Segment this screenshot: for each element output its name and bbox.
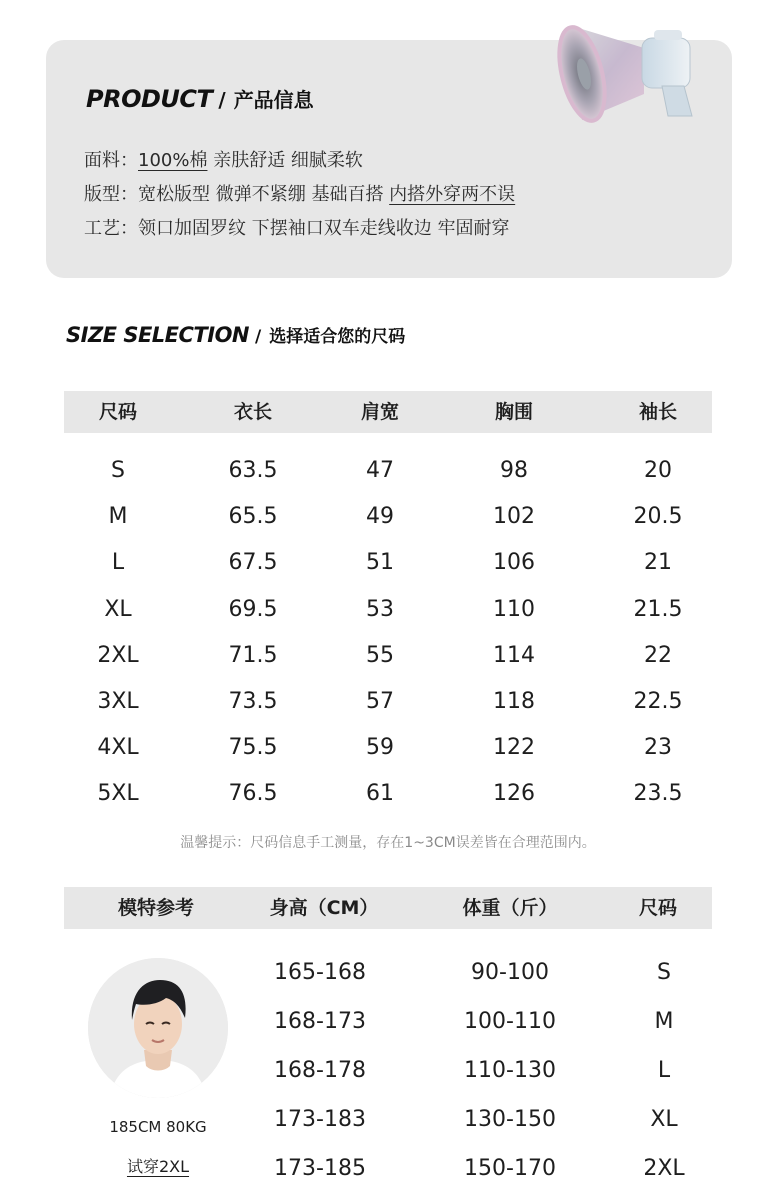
cell-shoulder: 47 bbox=[366, 458, 394, 483]
cell-sleeve: 23.5 bbox=[633, 781, 683, 807]
cell-weight: 90-100 bbox=[471, 960, 549, 985]
cell-chest: 126 bbox=[493, 781, 535, 807]
cell-chest: 102 bbox=[493, 504, 535, 530]
size-title-separator: / bbox=[255, 327, 262, 347]
cell-sleeve: 22 bbox=[644, 642, 672, 668]
cell-size: 2XL bbox=[643, 1156, 685, 1181]
cell-height: 173-185 bbox=[274, 1156, 366, 1181]
spec-text: 亲肤舒适 细腻柔软 bbox=[207, 150, 363, 171]
product-title-separator: / bbox=[218, 88, 226, 112]
cell-height: 168-178 bbox=[274, 1058, 366, 1083]
header-model-size: 尺码 bbox=[638, 897, 678, 919]
size-title-en: SIZE SELECTION bbox=[66, 323, 249, 347]
measurement-note: 温馨提示：尺码信息手工测量，存在1~3CM误差皆在合理范围内。 bbox=[180, 835, 596, 851]
table-row bbox=[0, 1097, 776, 1146]
cell-shoulder: 51 bbox=[366, 550, 394, 576]
cell-chest: 106 bbox=[493, 550, 535, 576]
cell-sleeve: 20.5 bbox=[633, 504, 683, 530]
product-title-cn: 产品信息 bbox=[233, 88, 314, 112]
spec-label: 版型： bbox=[84, 184, 138, 205]
spec-highlight: 内搭外穿两不误 bbox=[389, 184, 516, 205]
cell-size: 2XL bbox=[97, 642, 139, 668]
cell-height: 173-183 bbox=[274, 1107, 366, 1132]
cell-chest: 118 bbox=[493, 688, 535, 714]
model-trial-size: 试穿2XL bbox=[126, 1157, 190, 1176]
cell-length: 69.5 bbox=[228, 596, 278, 622]
cell-length: 71.5 bbox=[228, 642, 278, 668]
cell-chest: 98 bbox=[500, 458, 528, 483]
table-row bbox=[0, 587, 776, 633]
cell-size: 3XL bbox=[97, 688, 139, 714]
table-row bbox=[0, 540, 776, 586]
cell-size: 4XL bbox=[97, 735, 139, 761]
header-height: 身高（CM） bbox=[269, 897, 379, 919]
cell-size: S bbox=[657, 960, 671, 985]
spec-line-fit bbox=[84, 178, 515, 212]
cell-length: 73.5 bbox=[228, 688, 278, 714]
table-row bbox=[0, 999, 776, 1048]
product-title bbox=[86, 84, 314, 118]
cell-shoulder: 59 bbox=[366, 735, 394, 761]
model-table-body bbox=[0, 950, 776, 1195]
cell-size: L bbox=[111, 550, 125, 576]
cell-chest: 110 bbox=[493, 596, 535, 622]
header-chest: 胸围 bbox=[494, 401, 534, 423]
table-row bbox=[0, 771, 776, 817]
cell-weight: 130-150 bbox=[464, 1107, 556, 1132]
table-row bbox=[0, 494, 776, 540]
cell-sleeve: 21 bbox=[644, 550, 672, 576]
spec-highlight: 100%棉 bbox=[138, 150, 208, 171]
spec-text: 领口加固罗纹 下摆袖口双车走线收边 牢固耐穿 bbox=[138, 218, 510, 239]
table-row bbox=[0, 448, 776, 494]
cell-size: 5XL bbox=[97, 781, 139, 807]
cell-length: 63.5 bbox=[228, 458, 278, 483]
cell-shoulder: 53 bbox=[366, 596, 394, 622]
cell-height: 168-173 bbox=[274, 1009, 366, 1034]
cell-weight: 110-130 bbox=[464, 1058, 556, 1083]
model-table-header bbox=[64, 887, 712, 929]
spec-label: 面料： bbox=[84, 150, 138, 171]
size-title-cn: 选择适合您的尺码 bbox=[269, 327, 406, 347]
cell-shoulder: 57 bbox=[366, 688, 394, 714]
cell-length: 67.5 bbox=[228, 550, 278, 576]
size-table-header bbox=[64, 391, 712, 433]
product-title-en: PRODUCT bbox=[86, 85, 213, 113]
cell-size: M bbox=[108, 504, 128, 530]
header-model-reference: 模特参考 bbox=[117, 897, 195, 919]
cell-size: XL bbox=[650, 1107, 678, 1132]
megaphone-icon bbox=[552, 8, 702, 132]
table-row bbox=[0, 633, 776, 679]
cell-size: L bbox=[657, 1058, 671, 1083]
cell-height: 165-168 bbox=[274, 960, 366, 985]
cell-sleeve: 22.5 bbox=[633, 688, 683, 714]
header-length: 衣长 bbox=[233, 401, 273, 423]
cell-sleeve: 20 bbox=[644, 458, 672, 483]
spec-line-craft bbox=[84, 212, 515, 246]
product-spec-list bbox=[84, 144, 515, 246]
table-row bbox=[0, 950, 776, 999]
cell-shoulder: 55 bbox=[366, 642, 394, 668]
cell-sleeve: 23 bbox=[644, 735, 672, 761]
cell-weight: 100-110 bbox=[464, 1009, 556, 1034]
cell-chest: 114 bbox=[493, 642, 535, 668]
model-stats: 185CM 80KG bbox=[109, 1118, 207, 1136]
cell-size: S bbox=[111, 458, 125, 483]
cell-length: 76.5 bbox=[228, 781, 278, 807]
table-row bbox=[0, 1146, 776, 1195]
header-shoulder: 肩宽 bbox=[360, 401, 400, 423]
size-selection-title bbox=[66, 322, 405, 352]
table-row bbox=[0, 679, 776, 725]
cell-shoulder: 49 bbox=[366, 504, 394, 530]
cell-size: M bbox=[654, 1009, 674, 1034]
header-weight: 体重（斤） bbox=[462, 897, 558, 919]
table-row bbox=[0, 1048, 776, 1097]
table-row bbox=[0, 725, 776, 771]
header-sleeve: 袖长 bbox=[638, 401, 678, 423]
header-size: 尺码 bbox=[98, 401, 138, 423]
cell-chest: 122 bbox=[493, 735, 535, 761]
cell-sleeve: 21.5 bbox=[633, 596, 683, 622]
cell-length: 75.5 bbox=[228, 735, 278, 761]
spec-label: 工艺： bbox=[84, 218, 138, 239]
spec-line-fabric bbox=[84, 144, 515, 178]
cell-shoulder: 61 bbox=[366, 781, 394, 807]
cell-size: XL bbox=[104, 596, 132, 622]
cell-weight: 150-170 bbox=[464, 1156, 556, 1181]
spec-text: 宽松版型 微弹不紧绷 基础百搭 bbox=[138, 184, 390, 205]
cell-length: 65.5 bbox=[228, 504, 278, 530]
size-table-body bbox=[0, 448, 776, 818]
